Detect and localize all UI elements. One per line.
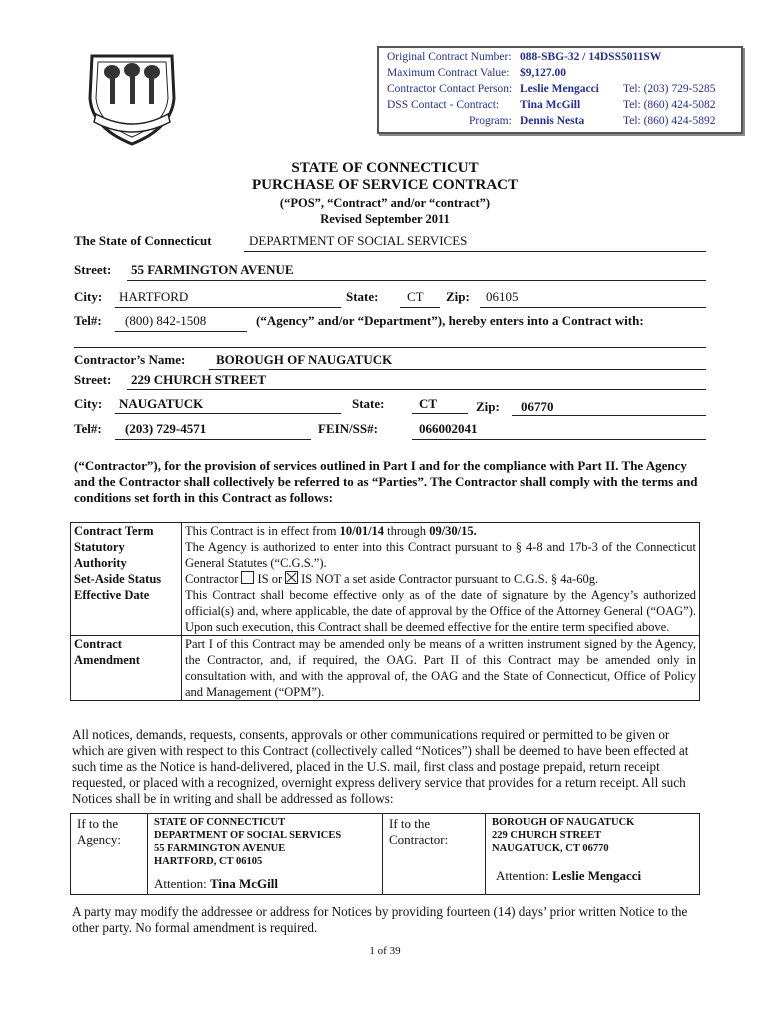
term-row-effective: [71, 587, 700, 636]
contract-terms-table: [70, 522, 700, 701]
contractor-attention-name: Leslie Mengacci: [551, 868, 642, 883]
page-number: 1 of 39: [369, 945, 401, 957]
contractor-zip-line: [512, 415, 706, 416]
agency-state-label: State:: [346, 289, 379, 304]
doc-title-contract: PURCHASE OF SERVICE CONTRACT: [251, 177, 519, 193]
contractor-fein-line: [412, 439, 706, 440]
contract-through: through: [384, 524, 430, 538]
info-value: $9,127.00: [520, 67, 566, 79]
agency-street-label: Street:: [74, 262, 112, 277]
contractor-zip-label: Zip:: [476, 399, 500, 414]
setaside-isnot-text: IS NOT a set aside Contractor pursuant to C.G.S. § 4a-60g.: [301, 572, 599, 586]
contractor-attention: [496, 868, 641, 884]
contractor-tel-line: [115, 439, 311, 440]
setaside-is-text: IS or: [257, 572, 283, 586]
contractor-name: BOROUGH OF NAUGATUCK: [216, 352, 393, 367]
info-tel: Tel: (203) 729-5285: [623, 83, 716, 95]
agency-tel: (800) 842-1508: [125, 313, 207, 328]
setaside-isnot-checkbox[interactable]: [285, 571, 298, 584]
contract-term-pre: This Contract is in effect from: [185, 524, 340, 538]
state-label: The State of Connecticut: [74, 233, 212, 248]
agency-address-line-2: DEPARTMENT OF SOCIAL SERVICES: [154, 830, 342, 841]
agency-address-cell: [148, 814, 383, 895]
closing-paragraph: A party may modify the addressee or address for Notices by providing fourteen (14) days’ prior written Notice to the other party. No formal amendment is required.: [72, 904, 688, 935]
term-row-statutory: [71, 539, 700, 571]
agency-zip: 06105: [486, 289, 519, 304]
agency-city-label: City:: [74, 289, 103, 304]
setaside-status-label: Set-Aside Status: [71, 571, 182, 587]
contractor-state-label: State:: [352, 396, 385, 411]
intro-paragraph: (“Contractor”), for the provision of services outlined in Part I and for the compliance with Part II. The Agency and the Contractor shall collectively be referred to as “Parties”. The Contractor shall comply with the terms and conditions set forth in this Contract as follows:: [74, 458, 698, 505]
info-tel: Tel: (860) 424-5892: [623, 115, 716, 127]
agency-address-line-4: HARTFORD, CT 06105: [154, 856, 263, 867]
setaside-is-checkbox[interactable]: [241, 571, 254, 584]
agency-zip-line: [480, 307, 706, 308]
info-label: DSS Contact - Contract:: [387, 99, 500, 111]
agency-address-line-1: STATE OF CONNECTICUT: [154, 817, 286, 828]
contractor-state: CT: [419, 396, 438, 411]
agency-enters-text: (“Agency” and/or “Department”), hereby enters into a Contract with:: [256, 313, 644, 328]
statutory-label-2: Authority: [74, 556, 127, 570]
contractor-city-line: [115, 413, 341, 414]
to-agency-line-1: If to the: [77, 816, 119, 831]
agency-street: 55 FARMINGTON AVENUE: [131, 262, 294, 277]
amendment-label-1: Contract: [74, 637, 122, 651]
info-label: Original Contract Number:: [387, 51, 512, 63]
agency-tel-line: [115, 331, 247, 332]
statutory-authority-label: [71, 539, 182, 571]
contractor-state-line: [412, 413, 468, 414]
contractor-street-line: [127, 389, 706, 390]
contract-info-box: [377, 46, 743, 134]
agency-tel-label: Tel#:: [74, 313, 102, 328]
contractor-fein: 066002041: [419, 421, 478, 436]
term-row-amendment: [71, 636, 700, 701]
effective-date-text: This Contract shall become effective only as of the date of signature by the Agency’s authorized official(s) and, where applicable, the date of approval by the Office of the Attorney General (“OAG”). Upon such execution, this Contract shall be deemed effective for the entire term specified above.: [185, 588, 696, 634]
contract-term-value: [182, 523, 700, 540]
contract-term-label: Contract Term: [71, 523, 182, 540]
doc-title-state: STATE OF CONNECTICUT: [291, 160, 479, 176]
term-row-contract-term: [71, 523, 700, 540]
doc-revision: Revised September 2011: [320, 212, 450, 226]
contract-amendment-text: Part I of this Contract may be amended only be means of a written instrument signed by the Agency, the Contractor, and, if required, the OAG. Part II of this Contract may be amended only in consultation with, and with the approval of, the OAG and the State of Connecticut, Office of Policy and Management (“OPM”).: [182, 636, 700, 701]
info-label: Contractor Contact Person:: [387, 83, 513, 95]
info-value: Dennis Nesta: [520, 115, 585, 127]
to-agency-label: [71, 814, 148, 895]
contract-start-date: 10/01/14: [339, 524, 385, 538]
agency-street-line: [127, 280, 706, 281]
state-seal-icon: [82, 48, 182, 148]
statutory-label-1: Statutory: [74, 540, 125, 554]
doc-subtitle: (“POS”, “Contract” and/or “contract”): [279, 196, 491, 210]
info-value: 088-SBG-32 / 14DSS5011SW: [520, 51, 662, 63]
contractor-name-line: [209, 369, 706, 370]
notices-address-table: [70, 813, 700, 895]
statutory-authority-text: The Agency is authorized to enter into this Contract pursuant to § 4-8 and 17b-3 of the Connecticut General Statutes (“C.G.S.”).: [185, 540, 696, 570]
setaside-pre: Contractor: [185, 572, 239, 586]
to-contractor-line-1: If to the: [389, 816, 431, 831]
info-tel: Tel: (860) 424-5082: [623, 99, 716, 111]
agency-zip-label: Zip:: [446, 289, 470, 304]
amendment-label-2: Amendment: [74, 653, 140, 667]
contractor-attention-label: Attention:: [496, 868, 549, 883]
contractor-zip: 06770: [521, 399, 554, 414]
agency-address-line-3: 55 FARMINGTON AVENUE: [154, 843, 286, 854]
agency-city: HARTFORD: [119, 289, 189, 304]
agency-name: DEPARTMENT OF SOCIAL SERVICES: [249, 233, 468, 248]
to-contractor-line-2: Contractor:: [389, 832, 449, 847]
info-value: Tina McGill: [520, 99, 581, 111]
to-agency-line-2: Agency:: [77, 832, 122, 847]
contractor-address-line-2: 229 CHURCH STREET: [492, 830, 602, 841]
agency-attention-name: Tina McGill: [209, 876, 278, 891]
contractor-fein-label: FEIN/SS#:: [318, 421, 378, 436]
to-contractor-label: [383, 814, 486, 895]
info-value: Leslie Mengacci: [520, 83, 599, 95]
contract-amendment-label: [71, 636, 182, 701]
agency-state-line: [400, 307, 440, 308]
setaside-status-value: [182, 571, 700, 587]
contract-end-date: 09/30/15.: [429, 524, 477, 538]
notices-paragraph: All notices, demands, requests, consents, approvals or other communications required or permitted to be given or which are given with respect to this Contract (collectively called “Notices”) shall be deemed to have been effected at such time as the Notice is hand-delivered, placed in the U.S. mail, first class and postage prepaid, return receipt requested, or placed with a recognized, overnight express delivery service that provides for a return receipt. All such Notices shall be in writing and shall be addressed as follows:: [72, 727, 689, 806]
contractor-tel-label: Tel#:: [74, 421, 102, 436]
agency-state: CT: [407, 289, 424, 304]
contractor-address-line-1: BOROUGH OF NAUGATUCK: [492, 817, 635, 828]
term-row-setaside: [71, 571, 700, 587]
agency-city-line: [115, 307, 341, 308]
contractor-city-label: City:: [74, 396, 103, 411]
contractor-tel: (203) 729-4571: [125, 421, 207, 436]
contractor-city: NAUGATUCK: [119, 396, 204, 411]
agency-attention: [154, 876, 278, 892]
info-label: Maximum Contract Value:: [387, 67, 510, 79]
agency-name-line: [244, 251, 706, 252]
contractor-street-label: Street:: [74, 372, 112, 387]
contractor-address-line-3: NAUGATUCK, CT 06770: [492, 843, 609, 854]
agency-attention-label: Attention:: [154, 876, 207, 891]
info-label: Program:: [469, 115, 512, 127]
separator-line: [74, 347, 706, 348]
effective-date-label: Effective Date: [71, 587, 182, 636]
contractor-address-cell: [486, 814, 700, 895]
contractor-name-label: Contractor’s Name:: [74, 352, 186, 367]
contractor-street: 229 CHURCH STREET: [131, 372, 267, 387]
